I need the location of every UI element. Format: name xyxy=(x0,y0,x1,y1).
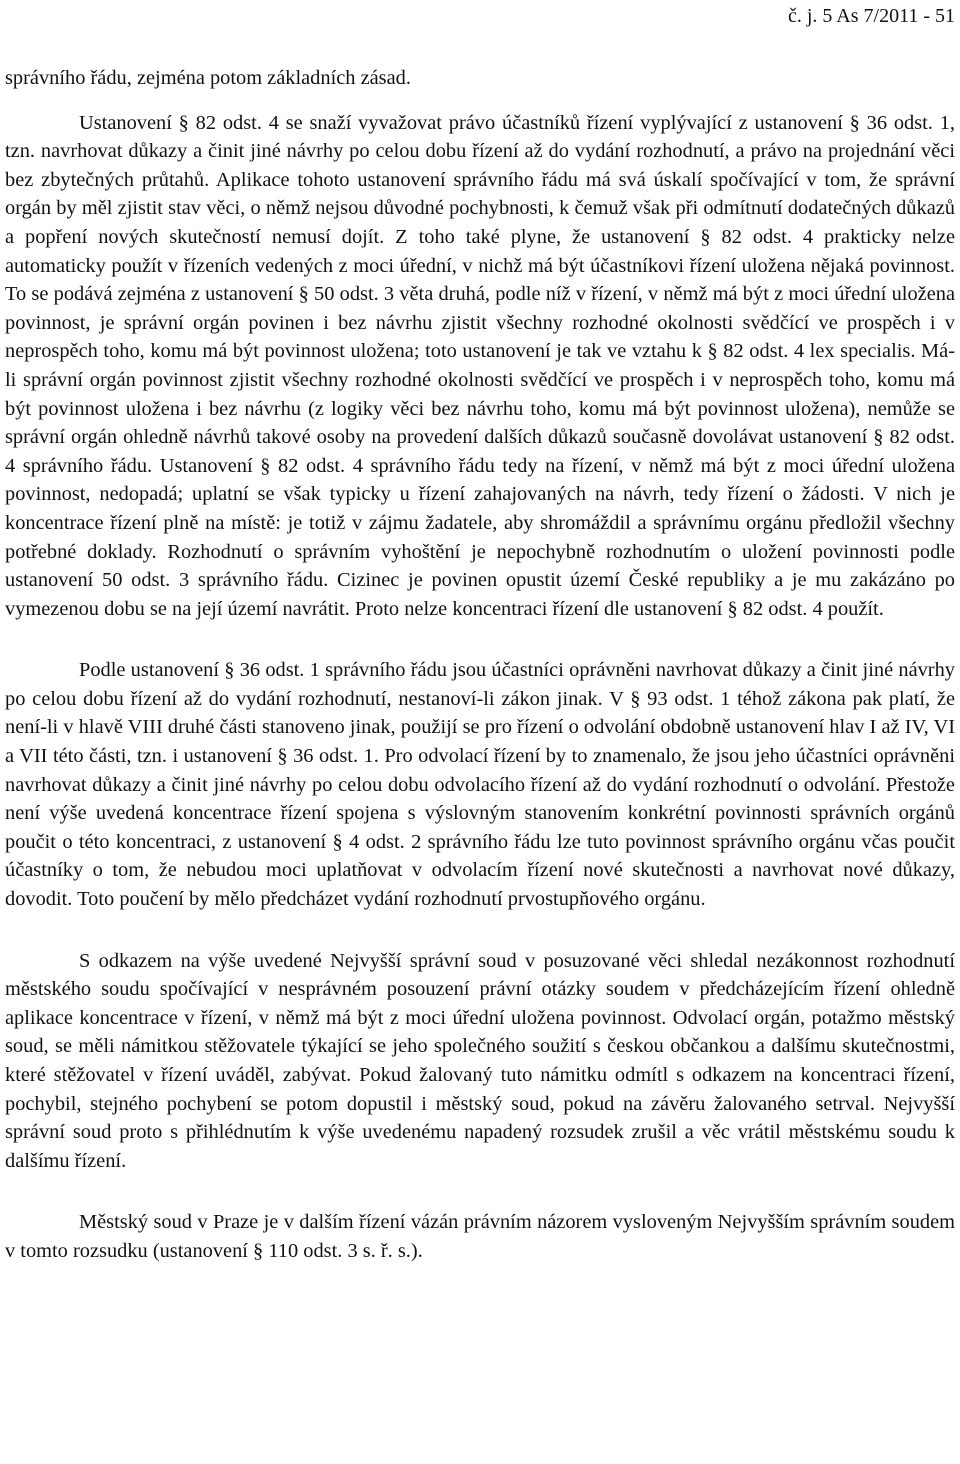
paragraph-continuation: správního řádu, zejména potom základních zásad. xyxy=(5,67,411,89)
paragraph-gap xyxy=(5,93,955,109)
paragraph-zaver: S odkazem na výše uvedené Nejvyšší správní soud v posuzované věci shledal nezákonnost rozhodnutí městského soudu spočívající v nesprávném posouzení právní otázky soudem v předcházejícím řízení ohledně aplikace koncentrace v řízení, v němž má být z moci úřední uložena povinnost. Odvolací orgán, potažmo městský soud, se měli námitkou stěžovatele týkající se jeho společného soužití s českou občankou a dalšímu skutečnostmi, které stěžovatel v řízení uváděl, zabývat. Pokud žalovaný tuto námitku odmítl s odkazem na koncentraci řízení, pochybil, stejného pochybení se potom dopustil i městský soud, pokud na závěru žalovaného setrval. Nejvyšší správní soud proto s přihlédnutím k výše uvedenému napadený rozsudek zrušil a věc vrátil městskému soudu k dalšímu řízení. xyxy=(5,949,955,1172)
document-page xyxy=(5,0,955,1266)
paragraph-gap xyxy=(5,623,955,656)
paragraph-vazanost: Městský soud v Praze je v dalším řízení vázán právním názorem vysloveným Nejvyšším správním soudem v tomto rozsudku (ustanovení § 110 odst. 3 s. ř. s.). xyxy=(5,1211,955,1262)
paragraph-gap xyxy=(5,1175,955,1208)
paragraph-ucastnici: Podle ustanovení § 36 odst. 1 správního řádu jsou účastníci oprávněni navrhovat důkazy a činit jiné návrhy po celou dobu řízení až do vydání rozhodnutí, nestanoví-li zákon jinak. V § 93 odst. 1 téhož zákona pak platí, že není-li v hlavě VIII druhé části stanoveno jinak, použijí se pro řízení o odvolání obdobně ustanovení hlav I až IV, VI a VII této části, tzn. i ustanovení § 36 odst. 1. Pro odvolací řízení by to znamenalo, že jsou jeho účastníci oprávněni navrhovat důkazy a činit jiné návrhy po celou dobu odvolacího řízení až do vydání rozhodnutí o odvolání. Přestože není výše uvedená koncentrace řízení spojena s výslovným stanovením konkrétní povinnosti správních orgánů poučit o této koncentraci, z ustanovení § 4 odst. 2 správního řádu lze tuto povinnost správního orgánu včas poučit účastníky o tom, že nebudou moci uplatňovat v odvolacím řízení nové skutečnosti a navrhovat nové důkazy, dovodit. Toto poučení by mělo předcházet vydání rozhodnutí prvostupňového orgánu. xyxy=(5,659,955,911)
paragraph-gap xyxy=(5,914,955,947)
paragraph-koncentrace: Ustanovení § 82 odst. 4 se snaží vyvažovat právo účastníků řízení vyplývající z ustanovení § 36 odst. 1, tzn. navrhovat důkazy a činit jiné návrhy po celou dobu řízení až do vydání rozhodnutí, a právo na projednání věci bez zbytečných průtahů. Aplikace tohoto ustanovení správního řádu má svá úskalí spočívající v tom, že správní orgán by měl zjistit stav věci, o němž nejsou důvodné pochybnosti, k čemuž však při odmítnutí dodatečných důkazů a popření nových skutečností nemusí dojít. Z toho také plyne, že ustanovení § 82 odst. 4 prakticky nelze automaticky použít v řízeních vedených z moci úřední, v nichž má být účastníkovi řízení uložena nějaká povinnost. To se podává zejména z ustanovení § 50 odst. 3 věta druhá, podle níž v řízení, v němž má být z moci úřední uložena povinnost, je správní orgán povinen i bez návrhu zjistit všechny rozhodné okolnosti svědčící ve prospěch i v neprospěch toho, komu má být povinnost uložena; toto ustanovení je tak ve vztahu k § 82 odst. 4 lex specialis. Má-li správní orgán povinnost zjistit všechny rozhodné okolnosti svědčící ve prospěch i v neprospěch toho, komu má být povinnost uložena i bez návrhu (z logiky věci bez návrhu toho, komu má být povinnost uložena), nemůže se správní orgán ohledně návrhů takové osoby na provedení dalších důkazů současně dovolávat ustanovení § 82 odst. 4 správního řádu. Ustanovení § 82 odst. 4 správního řádu tedy na řízení, v němž má být z moci úřední uložena povinnost, nedopadá; uplatní se však typicky u řízení zahajovaných na návrh, tedy řízení o žádosti. V nich je koncentrace řízení plně na místě: je totiž v zájmu žadatele, aby shromáždil a správnímu orgánu předložil všechny potřebné doklady. Rozhodnutí o správním vyhoštění je nepochybně rozhodnutím o uložení povinnosti podle ustanovení 50 odst. 3 správního řádu. Cizinec je povinen opustit území České republiky a je mu zakázáno po vymezenou dobu se na její území navrátit. Proto nelze koncentraci řízení dle ustanovení § 82 odst. 4 použít. xyxy=(5,111,955,620)
case-number-header: č. j. 5 As 7/2011 - 51 xyxy=(787,5,955,27)
